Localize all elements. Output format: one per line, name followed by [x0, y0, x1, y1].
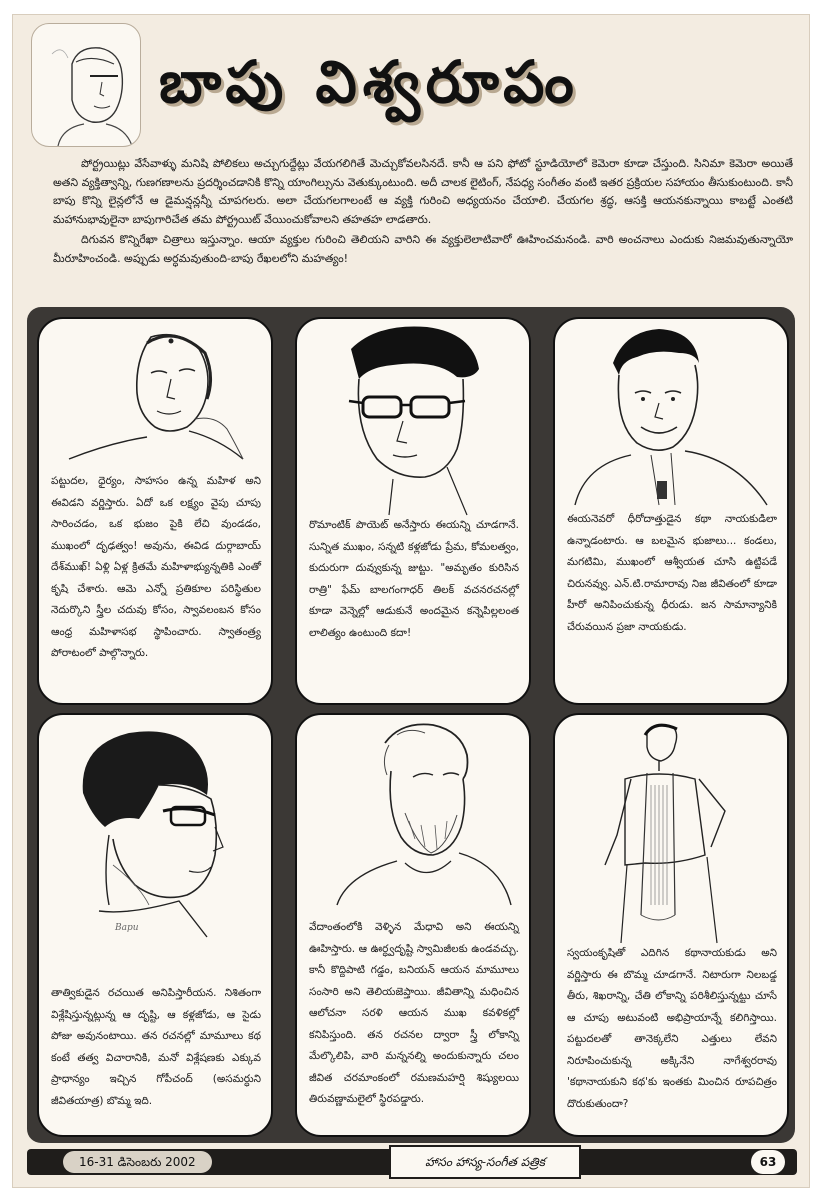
intro-paragraph: పోర్ట్రయిట్లు వేసేవాళ్ళు మనిషి పోలికలు అచ్చుగుద్దేట్లు వేయగలిగితే మెచ్చుకోవలసినదే. కానీ ఆ పని ఫోటో స్టూడియోలో కెమెరా కూడా చేస్తుంది. సినిమా కెమెరా అయితే అతని వ్యక్తిత్వాన్ని, గుణగణాలను ప్రదర్శించడానికి కొన్ని యాంగిల్సును వెతుక్కుంటుంది. అదీ చాలక లైటింగ్, నేపధ్య సంగీతం వంటి ఇతర ప్రక్రియల సహాయం తీసుకుంటుంది. కానీ బాపు కొన్ని లైన్లలోనే ఆ డైమన్షన్లన్నీ చూపగలరు. అలా చేయగలగాలంటే ఆ వ్యక్తి గురించి అధ్యయనం చేయాలి. చేయగల శ్రద్ధ, ఆసక్తి ఆయనకున్నాయి కాబట్టే ఎంతటి మహానుభావులైనా బాపుగారిచేత తమ పోర్ట్రయిట్ వేయించుకోవాలని తహతహ లాడతారు. [53, 157, 793, 226]
footer-bar [27, 1149, 797, 1175]
page-number: 63 [751, 1150, 785, 1174]
card-caption: పట్టుదల, ధైర్యం, సాహసం ఉన్న మహిళ అని ఈవిడని వర్ణిస్తారు. ఏదో ఒక లక్ష్యం వైపు చూపు సారించడం, ఒక భుజం పైకి లేచి వుండడం, ముఖంలో దృఢత్వం! అవును, ఈవిడ దుర్గాబాయ్ దేశ్‌ముఖ్! ఏళ్లి ఏళ్ల క్రితమే మహిళాభ్యున్నతికి ఎంతో కృషి చేశారు. ఆమె ఎన్నో ప్రతికూల పరిస్థితుల నెదుర్కొని స్త్రీల చదువు కోసం, స్వావలంబన కోసం ఆంధ్ర మహిళాసభ స్థాపించారు. స్వాతంత్ర్య పోరాటంలో పాల్గొన్నారు. [51, 475, 261, 659]
portrait-grid [27, 307, 795, 1143]
chalam-sketch [297, 715, 529, 915]
ntr-sketch [555, 319, 787, 509]
durgabai-sketch [39, 319, 271, 469]
magazine-name: హాసం హాస్య-సంగీత పత్రిక [389, 1145, 581, 1179]
card-caption: స్వయంకృషితో ఎదిగిన కథానాయకుడు అని వర్ణిస్తారు ఈ బొమ్మ చూడగానే. నిటారుగా నిలబడ్డ తీరు, శిఖరాన్ని, చేతి లోకాన్ని పరిశీలిస్తున్నట్టు చూసే ఆ చూపు అటువంటి అభిప్రాయాన్నే కలిగిస్తాయి. పట్టుదలతో తానెక్కలేని ఎత్తులు లేవని నిరూపించుకున్న అక్కినేని నాగేశ్వరరావు 'కథానాయకుని కథ'కు ఇంతకు మించిన రూపచిత్రం దొరుకుతుందా? [567, 947, 777, 1110]
portrait-card-anr [553, 713, 789, 1137]
artist-portrait-illustration [31, 23, 141, 147]
gopichand-sketch [39, 715, 271, 955]
portrait-card-chalam [295, 713, 531, 1137]
portrait-card-gopichand [37, 713, 273, 1137]
portrait-card-durgabai [37, 317, 273, 705]
card-caption: ఈయనెవరో ధీరోదాత్తుడైన కథా నాయకుడిలా ఉన్నాడంటారు. ఆ బలమైన భుజాలు... కండలు, మగటిమి, ముఖంలో ఆశ్వీయత చూసి ఉట్టిపడే చిరునవ్వు. ఎన్.టి.రామారావు నిజ జీవితంలో కూడా హీరో అనిపించుకున్న ధీరుడు. జన సామాన్యానికి చేరువయిన ప్రజా నాయకుడు. [567, 513, 777, 633]
tilak-sketch [297, 319, 529, 519]
card-caption: తాత్వికుడైన రచయిత అనిపిస్తారీయన. నిశితంగా విశ్లేషిస్తున్నట్లున్న ఆ దృష్టి, ఆ కళ్లజోడు, ఆ సైడు పోజు అవునంటాయి. తన రచనల్లో మామూలు కథ కంటే తత్వ విచారానికి, మనో విశ్లేషణకు ఎక్కువ ప్రాధాన్యం ఇచ్చిన గోపీచంద్ (అసమర్ధుని జీవితయాత్ర) బొమ్మ ఇది. [51, 987, 261, 1107]
artist-signature: Bapu [115, 923, 139, 933]
page-title: బాపు విశ్వరూపం [159, 47, 580, 116]
card-caption: వేదాంతంలోకి వెళ్ళిన మేధావి అని ఈయన్ని ఊహిస్తారు. ఆ ఊర్ధ్వదృష్టి స్వామిజీలకు ఉండవచ్చు. కానీ కొద్దిపాటి గడ్డం, బనియన్ ఆయన మామూలు సంసారి అని తెలియజెప్తాయి. జీవితాన్ని మధించిన ఆలోచనా సరళి ఆయన ముఖ కవళికల్లో కనిపిస్తుంది. తన రచనల ద్వారా స్త్రీ లోకాన్ని మేల్కొలిపి, వారి మన్ననల్ని అందుకున్నారు చలం జీవిత చరమాంకంలో రమణమహర్షి శిష్యులయి తిరువణ్ణామలైలో స్థిరపడ్డారు. [309, 921, 519, 1105]
magazine-page [12, 14, 810, 1188]
intro-text [53, 155, 793, 270]
issue-date: 16-31 డిసెంబరు 2002 [63, 1151, 212, 1173]
portrait-card-ntr [553, 317, 789, 705]
portrait-card-tilak [295, 317, 531, 705]
card-caption: రొమాంటిక్ పొయెట్ అనేస్తారు ఈయన్ని చూడగానే. సున్నిత ముఖం, సన్నటి కళ్లజోడు ప్రేమ, కోమలత్వం, కుదురుగా దువ్వుకున్న జుట్టు. "అమృతం కురిసిన రాత్రి" ఫేమ్ బాలగంగాధర్ తిలక్ వచనరచనల్లో కూడా వెన్నెల్లో ఆడుకునే అందమైన కన్నెపిల్లలంత లాలిత్యం ఉంటుంది కదా! [309, 519, 519, 639]
artist-sketch [32, 24, 140, 146]
anr-sketch [555, 715, 787, 945]
intro-paragraph: దిగువన కొన్నిరేఖా చిత్రాలు ఇస్తున్నాం. ఆయా వ్యక్తుల గురించి తెలియని వారిని ఈ వ్యక్తులెలాటివారో ఊహించమనండి. వారి అంచనాలు ఎందుకు నిజమవుతున్నాయో మీరూహించండి. అప్పుడు అర్ధమవుతుంది-బాపు రేఖలలోని మహత్యం! [53, 233, 793, 265]
